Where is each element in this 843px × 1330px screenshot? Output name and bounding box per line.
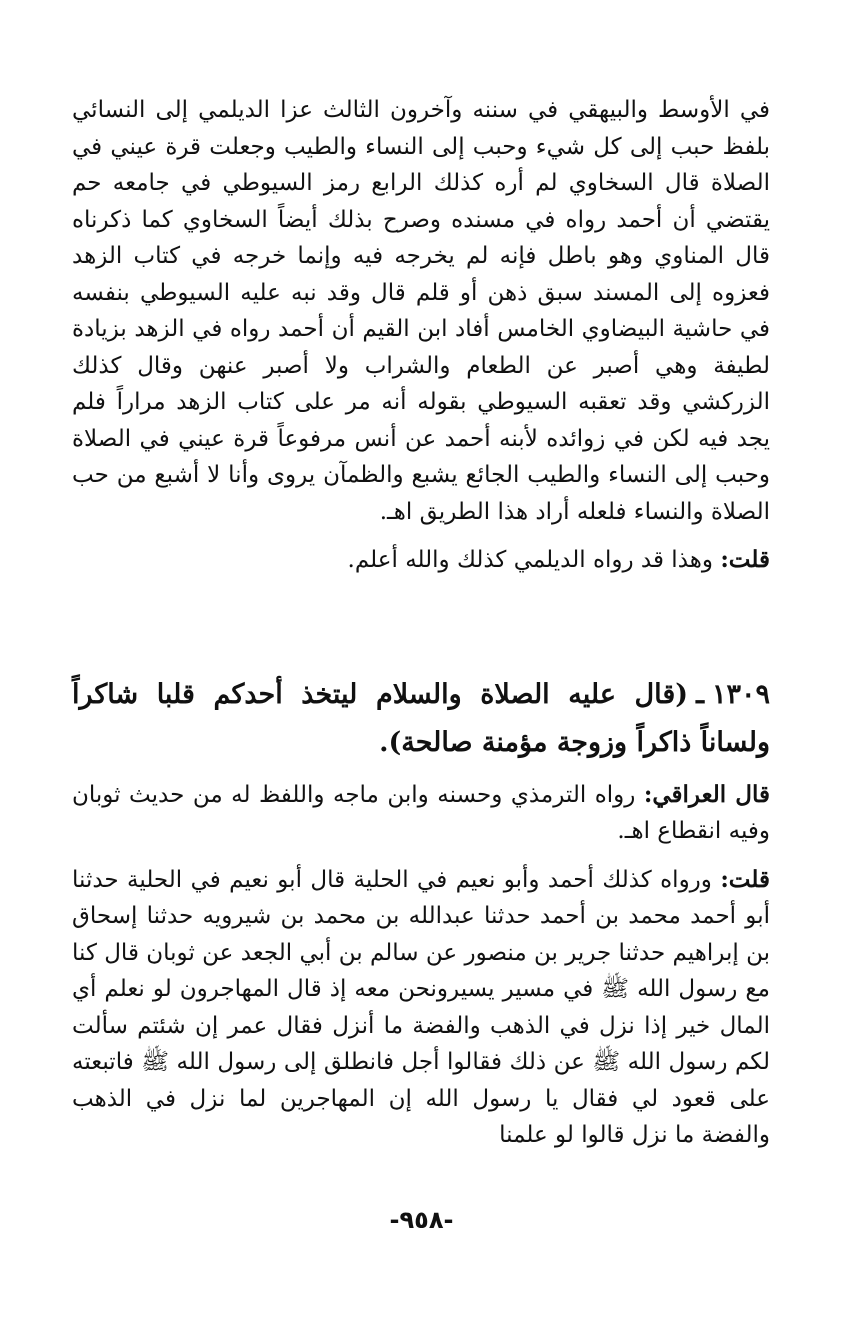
paragraph-commentary bbox=[72, 92, 770, 530]
hadith-number: ١٣٠٩ bbox=[711, 678, 770, 710]
iraqi-lead: قال العراقي: bbox=[643, 780, 770, 808]
paragraph-qultu-1 bbox=[72, 542, 770, 579]
qultu-text: وهذا قد رواه الديلمي كذلك والله أعلم. bbox=[347, 547, 721, 573]
qultu-lead: قلت: bbox=[720, 546, 770, 573]
qultu-2-text: ورواه كذلك أحمد وأبو نعيم في الحلية قال أبو نعيم في الحلية حدثنا أبو أحمد محمد بن أحمد حدثنا عبدالله بن محمد بن شيرويه حدثنا إسحاق بن إبراهيم حدثنا جرير بن منصور عن سالم بن أبي الجعد عن ثوبان قال كنا مع رسول الله ﷺ في مسير يسيرونحن معه إذ قال المهاجرون لو نعلم أي المال خير إذا نزل في الذهب والفضة ما أنزل فقال عمر إن شئتم سألت لكم رسول الله ﷺ عن ذلك فقالوا أجل فانطلق إلى رسول الله ﷺ فاتبعته على قعود لي فقال يا رسول الله إن المهاجرين لما نزل في الذهب والفضة ما نزل قالوا لو علمنا bbox=[72, 866, 770, 1148]
hadith-heading bbox=[72, 671, 770, 767]
hadith-separator: ـ bbox=[696, 678, 704, 710]
paragraph-iraqi bbox=[72, 777, 770, 850]
page-number: -٩٥٨- bbox=[389, 1206, 454, 1234]
hadith-text: (قال عليه الصلاة والسلام ليتخذ أحدكم قلبا شاكراً ولساناً ذاكراً وزوجة مؤمنة صالحة). bbox=[72, 678, 770, 758]
iraqi-text: رواه الترمذي وحسنه وابن ماجه واللفظ له من حديث ثوبان وفيه انقطاع اهـ. bbox=[72, 781, 770, 844]
paragraph-qultu-2 bbox=[72, 862, 770, 1154]
paragraph-commentary-text: في الأوسط والبيهقي في سننه وآخرون الثالث عزا الديلمي إلى النسائي بلفظ حبب إلى كل شيء وحبب إلى النساء والطيب وجعلت قرة عيني في الصلاة قال السخاوي لم أره كذلك الرابع رمز السيوطي في جامعه حم يقتضي أن أحمد رواه في مسنده وصرح بذلك أيضاً السخاوي كما ذكرناه قال المناوي وهو باطل فإنه لم يخرجه فيه وإنما خرجه في كتاب الزهد فعزوه إلى المسند سبق ذهن أو قلم قال وقد نبه عليه السيوطي بنفسه في حاشية البيضاوي الخامس أفاد ابن القيم أن أحمد رواه في الزهد بزيادة لطيفة وهي أصبر عن الطعام والشراب ولا أصبر عنهن وقال كذلك الزركشي وقد تعقبه السيوطي بقوله أنه مر على كتاب الزهد مراراً فلم يجد فيه لكن في زوائده لأبنه أحمد عن أنس مرفوعاً قرة عيني في الصلاة وحبب إلى النساء والطيب الجائع يشبع والظمآن يروى وأنا لا أشبع من حب الصلاة والنساء فلعله أراد هذا الطريق اهـ. bbox=[72, 97, 770, 525]
qultu-2-lead: قلت: bbox=[720, 865, 770, 893]
page-body bbox=[72, 92, 770, 1154]
